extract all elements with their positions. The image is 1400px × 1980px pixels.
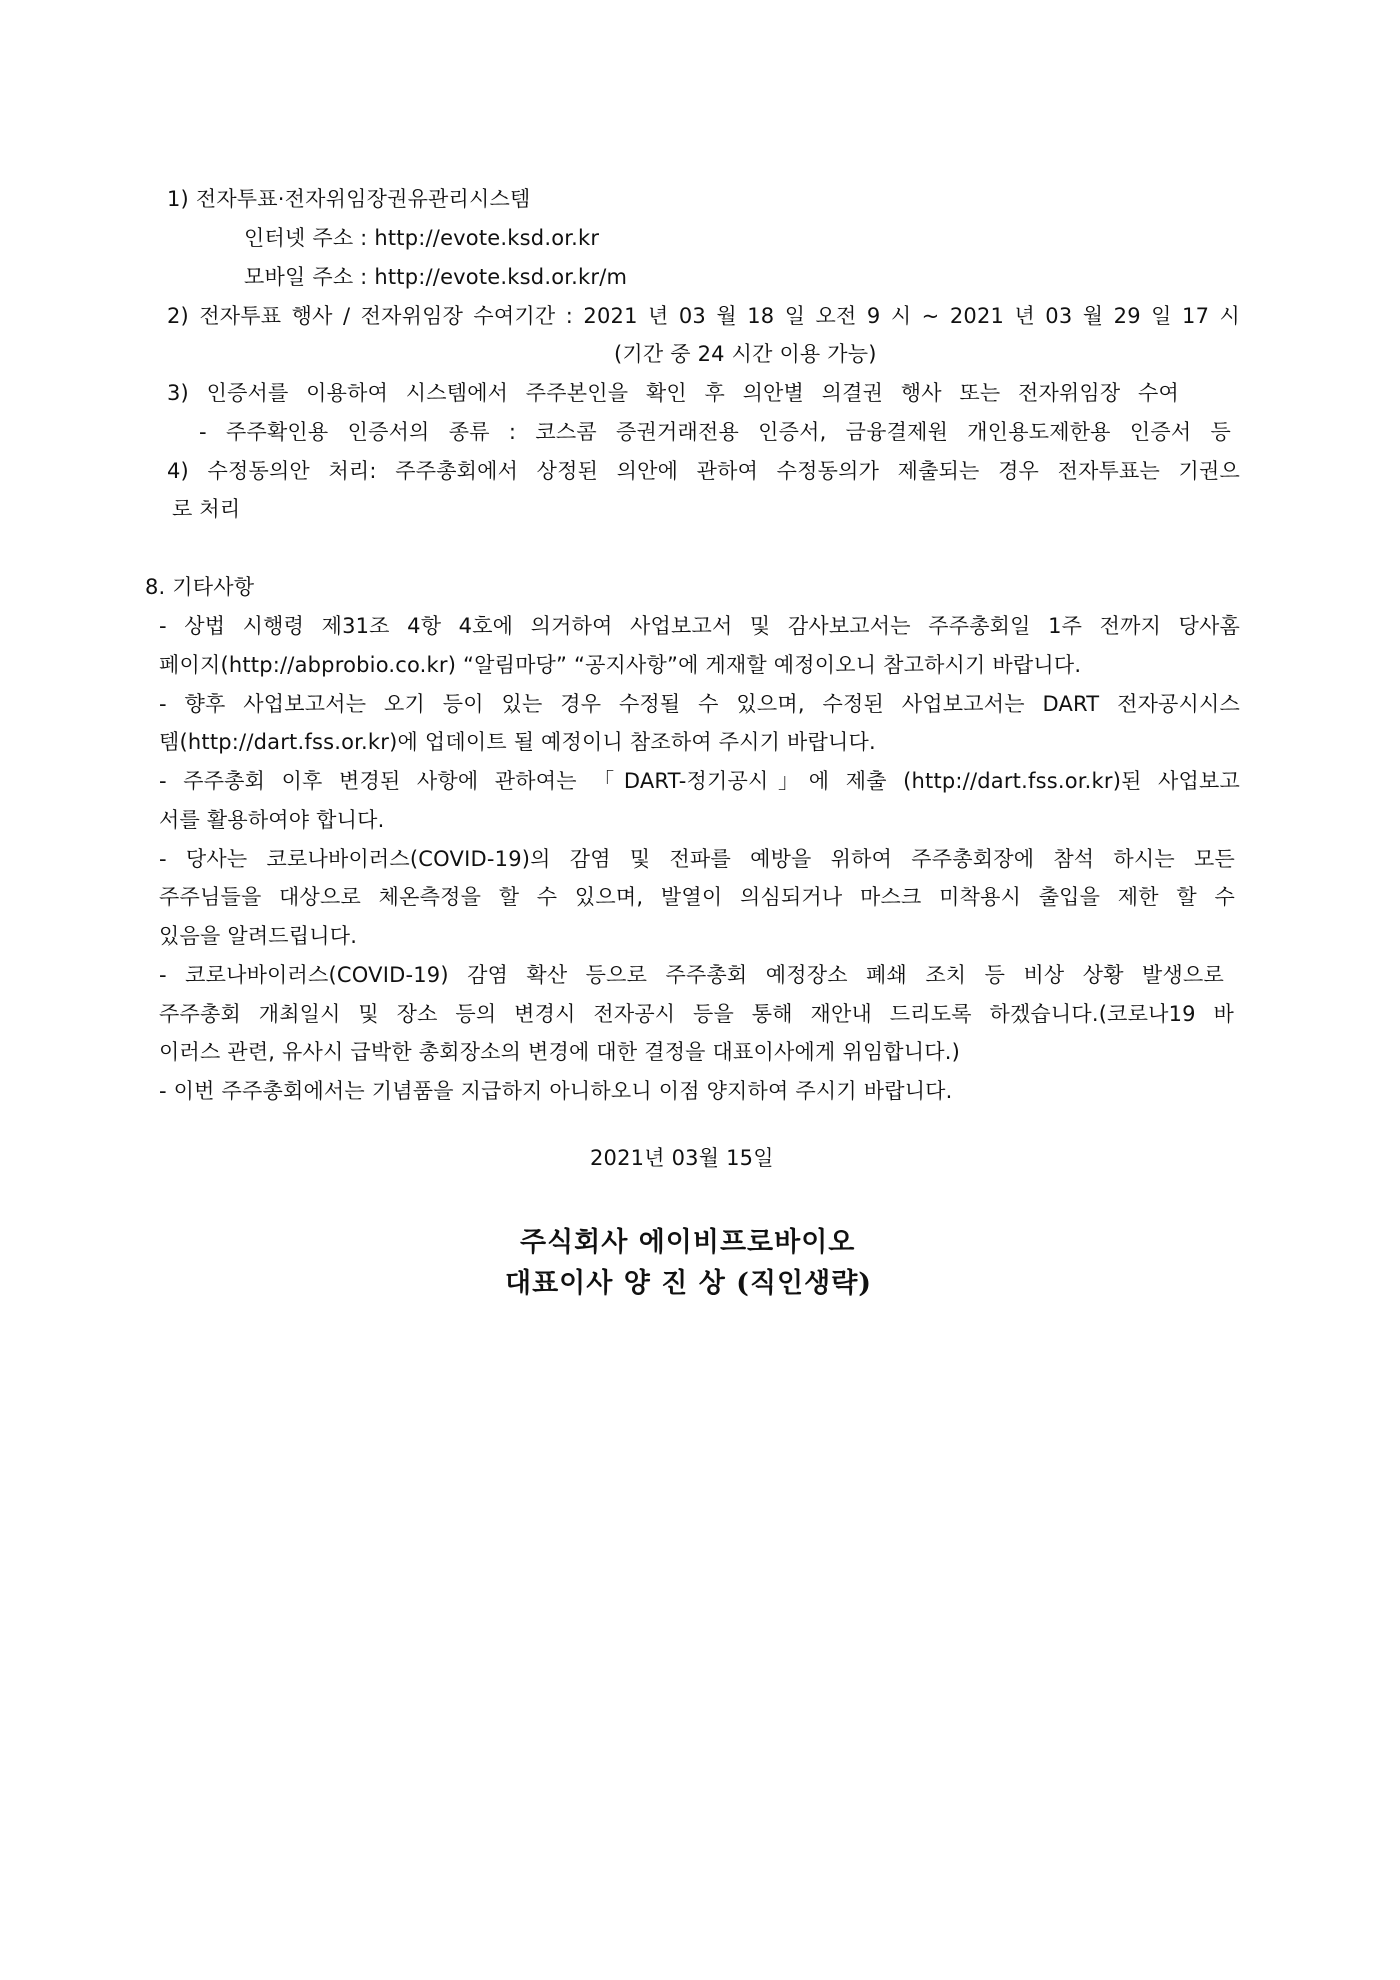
other-line: 주주님들을 대상으로 체온측정을 할 수 있으며, 발열이 의심되거나 마스크 미착용시 출입을 제한 할 수 bbox=[159, 885, 1235, 909]
other-line: 이러스 관련, 유사시 급박한 총회장소의 변경에 대한 결정을 대표이사에게 위임합니다.) bbox=[159, 1040, 961, 1064]
section-8-heading: 8. 기타사항 bbox=[145, 575, 255, 599]
document-date: 2021년 03월 15일 bbox=[590, 1146, 774, 1170]
evote-mobile-url: 모바일 주소 : http://evote.ksd.or.kr/m bbox=[244, 265, 628, 289]
evote-item3-cert: 3) 인증서를 이용하여 시스템에서 주주본인을 확인 후 의안별 의결권 행사 또는 전자위임장 수여 bbox=[167, 381, 1179, 405]
other-line: 있음을 알려드립니다. bbox=[159, 924, 358, 948]
evote-item4-line2: 로 처리 bbox=[172, 497, 241, 521]
evote-item3-cert-types: - 주주확인용 인증서의 종류 : 코스콤 증권거래전용 인증서, 금융결제원 개인용도제한용 인증서 등 bbox=[199, 420, 1231, 444]
other-line: - 코로나바이러스(COVID-19) 감염 확산 등으로 주주총회 예정장소 폐쇄 조치 등 비상 상황 발생으로 bbox=[159, 963, 1224, 987]
evote-internet-url: 인터넷 주소 : http://evote.ksd.or.kr bbox=[244, 226, 600, 250]
other-line: 주주총회 개최일시 및 장소 등의 변경시 전자공시 등을 통해 재안내 드리도록 하겠습니다.(코로나19 바 bbox=[159, 1002, 1234, 1026]
evote-item2-period: 2) 전자투표 행사 / 전자위임장 수여기간 : 2021 년 03 월 18 일 오전 9 시 ~ 2021 년 03 월 29 일 17 시 bbox=[167, 304, 1240, 328]
other-line: 서를 활용하여야 합니다. bbox=[159, 808, 385, 832]
other-line: - 당사는 코로나바이러스(COVID-19)의 감염 및 전파를 예방을 위하여 주주총회장에 참석 하시는 모든 bbox=[159, 847, 1235, 871]
evote-item4-line1: 4) 수정동의안 처리: 주주총회에서 상정된 의안에 관하여 수정동의가 제출되는 경우 전자투표는 기권으 bbox=[167, 459, 1240, 483]
company-name: 주식회사 에이비프로바이오 bbox=[520, 1227, 856, 1258]
other-line: - 상법 시행령 제31조 4항 4호에 의거하여 사업보고서 및 감사보고서는 주주총회일 1주 전까지 당사홈 bbox=[159, 614, 1240, 638]
ceo-signature: 대표이사 양 진 상 (직인생략) bbox=[505, 1268, 873, 1299]
other-line: - 주주총회 이후 변경된 사항에 관하여는 「DART-정기공시」에 제출 (http://dart.fss.or.kr)된 사업보고 bbox=[159, 769, 1240, 793]
other-line: - 이번 주주총회에서는 기념품을 지급하지 아니하오니 이점 양지하여 주시기 바랍니다. bbox=[159, 1079, 953, 1103]
evote-item2-note: (기간 중 24 시간 이용 가능) bbox=[614, 342, 877, 366]
other-line: 템(http://dart.fss.or.kr)에 업데이트 될 예정이니 참조하여 주시기 바랍니다. bbox=[159, 730, 876, 754]
evote-item1-title: 1) 전자투표·전자위임장권유관리시스템 bbox=[167, 187, 531, 211]
other-line: - 향후 사업보고서는 오기 등이 있는 경우 수정될 수 있으며, 수정된 사업보고서는 DART 전자공시시스 bbox=[159, 692, 1240, 716]
other-line: 페이지(http://abprobio.co.kr) “알림마당” “공지사항”에 게재할 예정이오니 참고하시기 바랍니다. bbox=[159, 653, 1082, 677]
